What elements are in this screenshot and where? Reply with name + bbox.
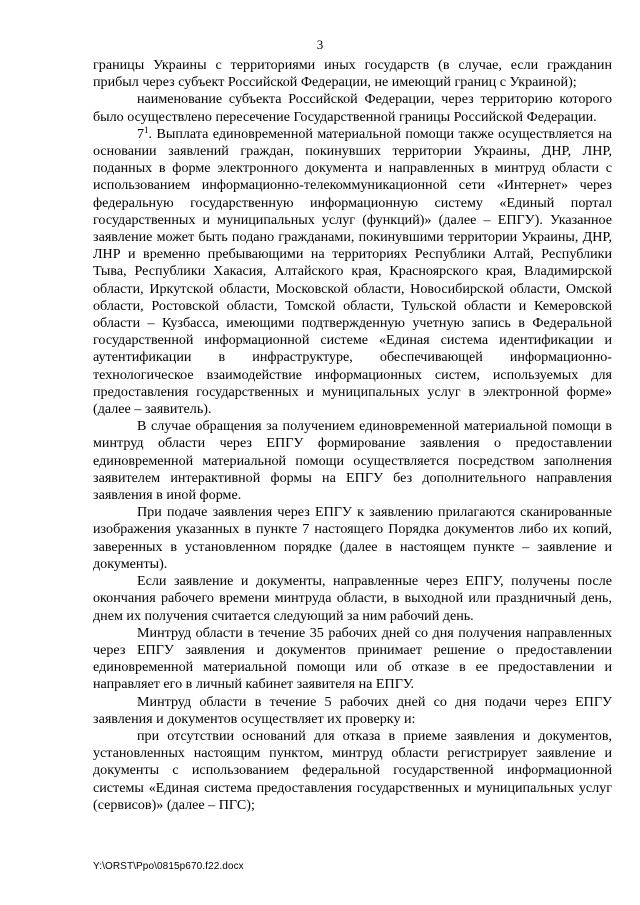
paragraph-verification: Минтруд области в течение 5 рабочих дней со дня подачи через ЕПГУ заявления и документов осуществляет их проверку и: xyxy=(93,693,612,727)
paragraph-border-continuation: границы Украины с территориями иных государств (в случае, если гражданин прибыл через субъект Российской Федерации, не имеющий границ с Украиной); xyxy=(93,57,612,91)
clause-text: . Выплата единовременной материальной помощи также осуществляется на основании заявлений граждан, покинувших территории Украины, ДНР, ЛНР, поданных в форме электронного документа и направленных в минтруд области с использованием информационно-телекоммуникационной сети «Интернет» через федеральную государственную информационную систему «Единый портал государственных и муниципальных услуг (функций)» (далее – ЕПГУ). Указанное заявление может быть подано гражданами, покинувшими территории Украины, ДНР, ЛНР и временно пребывающими на территориях Республики Алтай, Республики Тыва, Республики Хакасия, Алтайского края, Красноярского края, Владимирской области, Иркутской области, Московской области, Новосибирской области, Омской области, Ростовской области, Томской области, Тульской области и Кемеровской области – Кузбасса, имеющими подтвержденную учетную запись в Федеральной государственной информационной системе «Единая система идентификации и аутентификации в инфраструктуре, обеспечивающей информационно-технологическое взаимодействие информационных систем, используемых для предоставления государственных и муниципальных услуг в электронной форме» (далее – заявитель). xyxy=(93,125,612,418)
page-number: 3 xyxy=(316,37,324,52)
clause-superscript: 1 xyxy=(144,124,149,135)
document-body xyxy=(93,57,612,814)
paragraph-subject-name: наименование субъекта Российской Федерации, через территорию которого было осуществлено пересечение Государственной границы Российской Федерации. xyxy=(93,91,612,125)
paragraph-receipt-date: Если заявление и документы, направленные через ЕПГУ, получены после окончания рабочего времени минтруда области, в выходной или праздничный день, днем их получения считается следующий за ним рабочий день. xyxy=(93,573,612,624)
clause-number: 7 xyxy=(137,125,145,142)
footer-file-path: Y:\ORST\Ppo\0815p670.f22.docx xyxy=(93,861,244,872)
paragraph-application-via-epgu: В случае обращения за получением единовременной материальной помощи в минтруд области через ЕПГУ формирование заявления о предоставлении единовременной материальной помощи осуществляется посредством заполнения заявителем интерактивной формы на ЕПГУ без дополнительного направления заявления в иной форме. xyxy=(93,418,612,504)
paragraph-7-1 xyxy=(93,126,612,418)
paragraph-registration: при отсутствии оснований для отказа в приеме заявления и документов, установленных настоящим пунктом, минтруд области регистрирует заявление и документы с использованием федеральной государственной информационной системы «Единая система предоставления государственных и муниципальных услуг (сервисов)» (далее – ПГС); xyxy=(93,727,612,813)
paragraph-decision-term: Минтруд области в течение 35 рабочих дней со дня получения направленных через ЕПГУ заявления и документов принимает решение о предоставлении единовременной материальной помощи или об отказе в ее предоставлении и направляет его в личный кабинет заявителя на ЕПГУ. xyxy=(93,624,612,693)
paragraph-attachments: При подаче заявления через ЕПГУ к заявлению прилагаются сканированные изображения указанных в пункте 7 настоящего Порядка документов либо их копий, заверенных в установленном порядке (далее в настоящем пункте – заявление и документы). xyxy=(93,504,612,572)
